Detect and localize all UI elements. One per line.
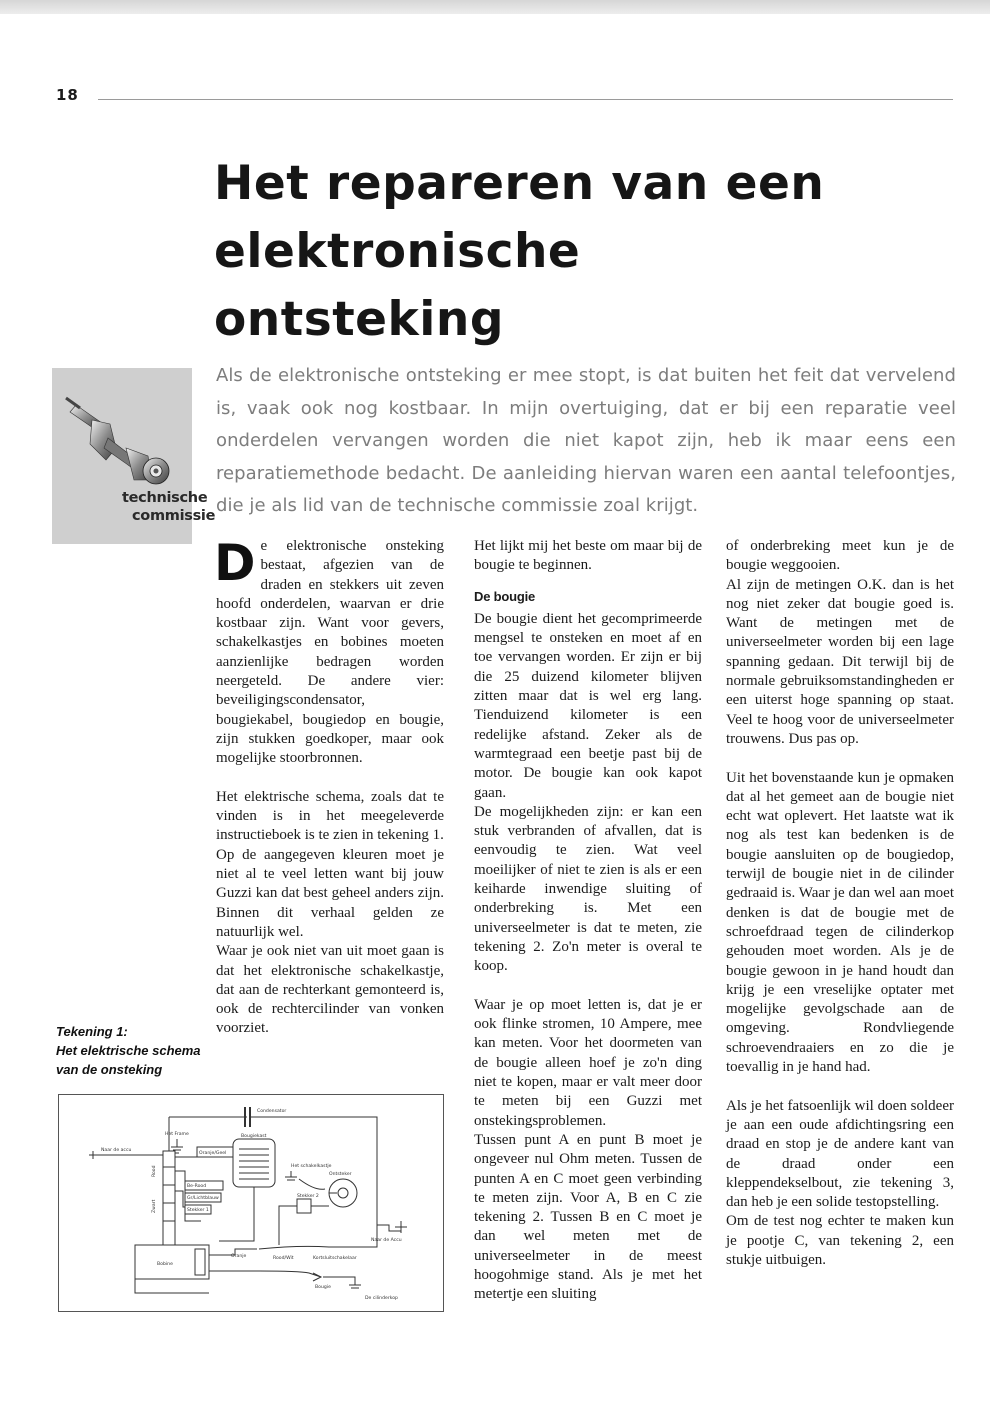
paragraph: Al zijn de metingen O.K. dan is het nog niet zeker dat bougie goed is. Want de metingen met de universeelmeter worden bij een lage spanning gedaan. Dit terwijl bij de normale gebruiksomstandingheden er een uiterst hoge spanning op staat. Veel te hoog voor de universeelmeter trouwens. Dus pas op. — [726, 576, 954, 747]
label-cilinderkop: De cilinderkop — [365, 1296, 398, 1301]
article-title — [214, 150, 944, 354]
title-line-3: ontsteking — [214, 292, 505, 347]
label-schakelkastje: Het schakelkastje — [291, 1164, 332, 1169]
paragraph: Waar je ook niet van uit moet gaan is dat het elektronische schakelkastje, dat aan de rechterkant gemonteerd is, ook de rechtercilinder van vonken voorziet. — [216, 943, 444, 1037]
page-number: 18 — [56, 86, 79, 104]
paragraph: Als je het fatsoenlijk wil doen soldeer je aan een oude afdichtingsring een draad en stop je de andere kant van de draad onder een kleppendekselbout, zie tekening 3, dan heb je een solide testopstelling. — [726, 1097, 954, 1211]
paragraph: Op de aangegeven kleuren moet je niet al te veel letten want bij jouw Guzzi kan dat best geheel anders zijn. Binnen dit verhaal gelden ze natuurlijk wel. — [216, 846, 444, 940]
paragraph: Uit het bovenstaande kun je opmaken dat al het gemeet aan de bougie niet echt wat oplevert. Het laatste wat ik nog als test kan bedenken is de bougie aansluiten op de bougiedop, terwijl de bougie niet in de cilinder gedraaid is. Waar je dan wel aan moet denken is dat de bougie met de schroefdraad tegen de cilinderkop gehouden moet worden. Als je de bougie gewoon in je hand houdt dan krijg je een vreselijke optater met mogelijke gevolgschade aan de omgeving. Rondvliegende schroevendraaiers en zo die je toevallig in je hand had. — [726, 769, 954, 1076]
wiring-diagram — [58, 1094, 444, 1312]
label-het-frame: Het Frame — [165, 1132, 189, 1137]
label-bobine: Bobine — [157, 1262, 173, 1267]
scan-top-edge — [0, 0, 990, 14]
paragraph: of onderbreking meet kun je de bougie weggooien. — [726, 538, 954, 574]
label-gr-lichtblauw: Gr/Lichtblauw — [187, 1196, 219, 1201]
label-stekker-1: Stekker 1 — [187, 1208, 209, 1213]
paragraph: Het elektrische schema, zoals dat te vinden is in het meegeleverde instructieboek is te zien in tekening 1. — [216, 788, 444, 844]
paragraph: Het lijkt mij het beste om maar bij de bougie te beginnen. — [474, 538, 702, 574]
paragraph: Tussen punt A en punt B moet je ongeveer nul Ohm meten. Tussen de punten A en C moet geen verbinding te meten zijn. Voor A, B en C zie tekening 2. Tussen B en C moet je dan wel meten met de universeelmeter in de meest hoogohmige stand. Als je met het metertje een sluiting — [474, 1131, 702, 1303]
label-be-rood: Be-Rood — [187, 1184, 207, 1189]
subheading: De bougie — [474, 588, 536, 604]
paragraph: De mogelijkheden zijn: er kan een stuk verbranden of afvallen, dat is eenvoudig te zien. Wat veel moeilijker of niet te zien is als er een keiharde inwendige sluiting of onderbreking is. Met een universeelmeter is dat te meten, zie tekening 2. Zo'n meter is overal te koop. — [474, 803, 702, 975]
label-bougie: Bougie — [315, 1285, 331, 1290]
logo-text-commissie: commissie — [132, 508, 216, 524]
label-stekker-2: Stekker 2 — [297, 1194, 319, 1199]
label-kortsluitschakelaar: Kortsluitschakelaar — [313, 1256, 357, 1261]
section-logo — [52, 368, 216, 544]
caption-line-3: van de onsteking — [56, 1062, 163, 1077]
paragraph: De bougie dient het gecomprimeerde mengsel te onsteken en moet af en toe vervangen worden. Er zijn er bij die 25 duizend kilometer blijven zitten maar dat is wel erg lang. Tienduizend kilometer is een redelijke afstand. Zeker als de warmtegraad een beetje past bij de motor. De bougie kan ook kapot gaan. — [474, 610, 702, 801]
title-line-1: Het repareren van een — [214, 156, 825, 211]
text-column-2 — [474, 537, 702, 1305]
logo-text-technische: technische — [122, 490, 208, 506]
figure-caption — [56, 1022, 206, 1079]
paragraph — [214, 534, 444, 769]
label-condensator: Condensator — [257, 1109, 287, 1114]
wiring-diagram-drawing — [59, 1095, 443, 1311]
label-naar-accu-left: Naar de accu — [101, 1148, 132, 1153]
label-rood-wit: Rood/Wit — [273, 1256, 294, 1261]
paragraph: Om de test nog echter te maken kun je pootje C, van tekening 2, een stukje uitbuigen. — [726, 1213, 954, 1268]
lead-paragraph: Als de elektronische ontsteking er mee stopt, is dat buiten het feit dat vervelend is, vaak ook nog kostbaar. In mijn overtuiging, dat er bij een reparatie veel onderdelen vervangen worden die niet kapot zijn, heb ik maar eens een reparatiemethode bedacht. De aanleiding hiervan waren een aantal telefoontjes, die je als lid van de technische commissie zoal krijgt. — [216, 365, 956, 517]
label-ontsteker: Ontsteker — [329, 1172, 352, 1177]
label-bobijnkast: Bougiekast — [241, 1134, 267, 1139]
label-oranje: Oranje — [231, 1254, 247, 1259]
label-naar-accu-right: Naar de Accu — [371, 1238, 402, 1243]
drop-cap: D — [214, 534, 256, 592]
label-rood: Rood — [152, 1165, 157, 1177]
paragraph: Waar je op moet letten is, dat je er ook flinke stromen, 10 Ampere, mee kan meten. Voor het doormeten van de bougie alleen hoef je zo'n ding niet te kopen, maar er valt meer door te meten bij een Guzzi met onstekingsproblemen. — [474, 996, 702, 1129]
text-column-3 — [726, 537, 954, 1270]
label-zwart: Zwart — [152, 1199, 157, 1213]
header-rule — [98, 99, 953, 100]
title-line-2: elektronische — [214, 224, 581, 279]
caption-line-2: Het elektrische schema — [56, 1043, 201, 1058]
caption-line-1: Tekening 1: — [56, 1024, 128, 1039]
label-oranje-geel: Oranje/Geel — [199, 1151, 227, 1156]
paragraph-text: e elektronische onsteking bestaat, afgezien van de draden en stekkers uit zeven hoofd onderdelen, waarvan er drie kostbaar zijn. Want voor gevers, schakelkastjes en bobines moeten aanzienlijke bedragen worden neergeteld. De andere vier: beveiligingscondensator, bougiekabel, bougiedop en bougie, zijn stukken goedkoper, maar ook mogelijke stoorbronnen. — [216, 538, 444, 767]
text-column-1 — [214, 534, 444, 1039]
